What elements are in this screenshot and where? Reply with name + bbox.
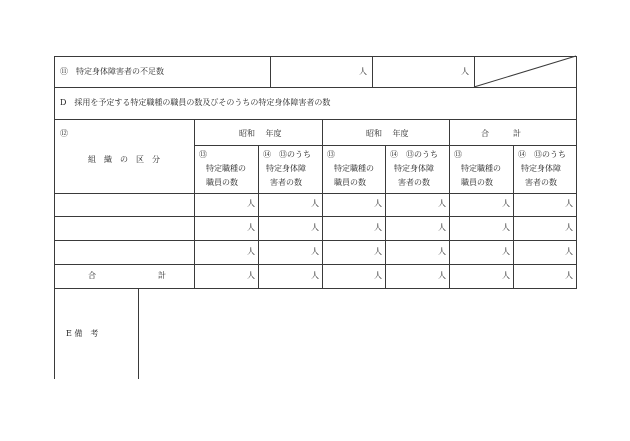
unit-cell: 人 [374, 247, 382, 256]
col-5-label-line-2: 特定職種の [461, 164, 501, 173]
unit-cell: 人 [311, 271, 319, 280]
unit-cell: 人 [374, 223, 382, 232]
unit-cell: 人 [247, 223, 255, 232]
col-header-bottom [54, 193, 577, 194]
unit-cell: 人 [311, 247, 319, 256]
col-1-label-line-2: 特定職種の [206, 164, 246, 173]
period-header-bottom [194, 145, 577, 146]
unit-cell: 人 [438, 199, 446, 208]
total-label-right: 計 [158, 271, 166, 280]
col-1-mark: ⑬ [199, 150, 207, 159]
unit-cell: 人 [565, 271, 573, 280]
col-6-label-line-2: 特定身体障 [521, 164, 561, 173]
unit-cell: 人 [374, 199, 382, 208]
unit-cell: 人 [565, 247, 573, 256]
row-3-bottom [54, 264, 577, 265]
unit-cell: 人 [311, 223, 319, 232]
row-2-bottom [54, 240, 577, 241]
unit-cell: 人 [502, 223, 510, 232]
col-5-label-line-3: 職員の数 [461, 178, 493, 187]
unit-cell: 人 [565, 223, 573, 232]
unit-cell: 人 [502, 199, 510, 208]
unit-cell: 人 [565, 199, 573, 208]
col-2-label-line-2: 特定身体障 [266, 164, 306, 173]
unit-cell: 人 [438, 247, 446, 256]
col-4-label-line-2: 特定身体障 [394, 164, 434, 173]
col-3-mark: ⑬ [327, 150, 335, 159]
period-header-2: 昭和 年度 [366, 129, 409, 138]
col-6-label-line-3: 害者の数 [525, 178, 557, 187]
row-1-bottom [54, 216, 577, 217]
period-header-total: 合 計 [481, 129, 521, 138]
unit-cell: 人 [247, 271, 255, 280]
col-5-mark: ⑬ [454, 150, 462, 159]
section-d-title: D 採用を予定する特定職種の職員の数及びそのうちの特定身体障害者の数 [60, 98, 331, 107]
unit-cell: 人 [311, 199, 319, 208]
total-label-left: 合 [88, 271, 96, 280]
section-e-divider [138, 288, 139, 379]
period-header-1: 昭和 年度 [239, 129, 282, 138]
col-3-label-line-3: 職員の数 [334, 178, 366, 187]
mark-12: ⑫ [60, 129, 68, 138]
unit-cell: 人 [502, 271, 510, 280]
table-col-divider-5 [513, 145, 514, 289]
unit-cell: 人 [438, 271, 446, 280]
row11-unit-1: 人 [359, 67, 367, 76]
unit-cell: 人 [438, 223, 446, 232]
table-col-divider-1 [258, 145, 259, 289]
col-4-mark: ⑭ ⑬のうち [390, 150, 438, 159]
col-4-label-line-3: 害者の数 [398, 178, 430, 187]
unit-cell: 人 [374, 271, 382, 280]
table-col-divider-3 [385, 145, 386, 289]
unit-cell: 人 [502, 247, 510, 256]
col-6-mark: ⑭ ⑬のうち [518, 150, 566, 159]
total-row-bottom [54, 288, 577, 289]
section-e-left-border [54, 288, 55, 379]
row11-unit-2: 人 [461, 67, 469, 76]
section-e-label: E 備 考 [66, 329, 99, 338]
section-d-bottom-border [54, 119, 577, 120]
col-3-label-line-2: 特定職種の [334, 164, 374, 173]
unit-cell: 人 [247, 247, 255, 256]
unit-cell: 人 [247, 199, 255, 208]
col-2-mark: ⑭ ⑬のうち [263, 150, 311, 159]
col-1-label-line-3: 職員の数 [206, 178, 238, 187]
org-category-label: 組 織 の 区 分 [88, 155, 160, 164]
col-2-label-line-3: 害者の数 [270, 178, 302, 187]
row11-label: ⑪ 特定身体障害者の不足数 [60, 67, 164, 76]
